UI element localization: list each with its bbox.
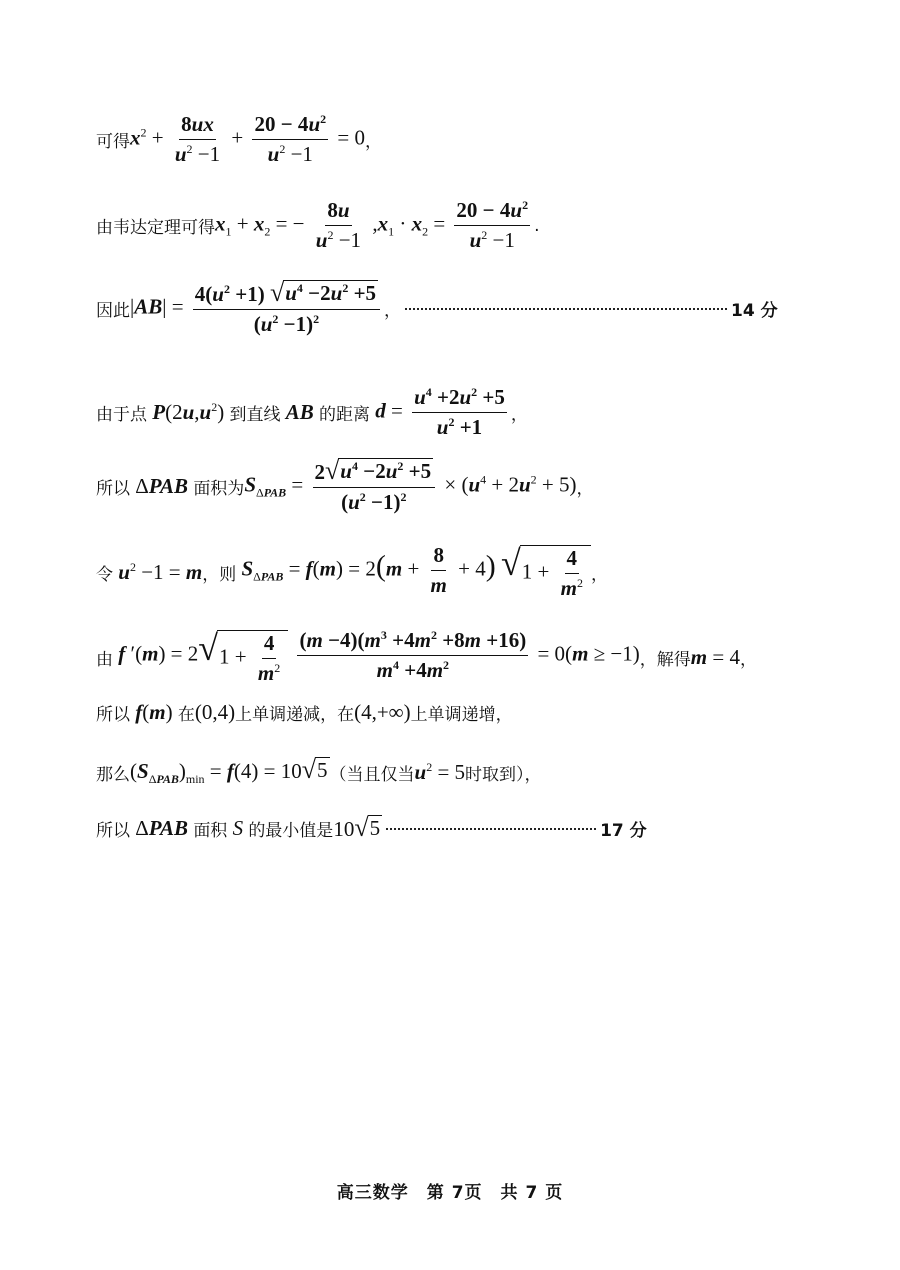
line-2 — [96, 198, 539, 253]
score-label: 14 分 — [731, 301, 778, 321]
equation: ΔPAB — [130, 816, 189, 840]
text: 上单调递增， — [410, 705, 513, 725]
text: ， — [364, 132, 382, 152]
dotted-leader — [405, 308, 727, 310]
text: 由韦达定理可得 — [96, 218, 215, 238]
dotted-leader — [386, 828, 596, 830]
text: 的距离 — [318, 405, 370, 425]
text: ， — [739, 649, 757, 670]
score-label: 17 分 — [600, 821, 647, 841]
page-footer: 高三数学 第 7页 共 7 页 — [336, 1183, 564, 1203]
text: 所以 — [96, 705, 130, 725]
line-9 — [96, 757, 542, 787]
equation: f(m) — [135, 700, 178, 724]
equation: ΔPAB — [130, 474, 189, 498]
text: ， — [576, 479, 594, 499]
line-10 — [96, 815, 647, 842]
text: 面积为 — [193, 479, 245, 499]
equation: S — [232, 816, 244, 840]
text: ，解得 — [639, 649, 691, 670]
equation: |AB| = $4(u^2 +1)$ √ $u^4 -2u^2 +5$ $(u^2 -1)^2$ — [130, 280, 384, 337]
equation: 10 √ 5 — [333, 813, 381, 842]
text: 在 — [177, 705, 195, 725]
equation: f ′(m) = 2 √ 1 + $\frac{4}{m^2}$ $\frac{(m -4)(m^3 +4m^2 +8m +16)}{m^4 +4m^2}$ = 0(m ≥ −1) — [118, 628, 640, 686]
text: 所以 — [96, 821, 130, 841]
text: ，则 — [202, 564, 237, 585]
line-5 — [96, 458, 594, 515]
text: （当且仅当 — [329, 764, 415, 785]
text: 由于点 — [96, 405, 147, 425]
text: 所以 — [96, 479, 130, 499]
line-1 — [96, 112, 382, 167]
equation: AB — [285, 400, 314, 424]
equation: $x^2$ + $\frac{8ux}{u^2 -1}$ + $\frac{20 - 4u^2}{u^2 -1}$ = 0 — [130, 112, 365, 166]
text: 令 — [96, 564, 113, 585]
text: ， — [384, 301, 402, 321]
equation: (0,4) — [194, 700, 236, 724]
text: 时取到）， — [465, 764, 542, 785]
equation: $x_1 + x_2$ = − $\frac{8u}{u^2 -1}$ $,x_1 \cdot x_2$ = $\frac{20 - 4u^2}{u^2 -1}$ — [215, 198, 529, 252]
equation: $u^2 = 5$ — [414, 759, 466, 784]
equation: (4,+∞) — [354, 700, 411, 724]
text: 面积 — [193, 821, 228, 841]
equation: $S_{\Delta PAB}$ = 2 √ $u^4 -2u^2 +5$ $(u^2 -1)^2$ × $(u^4 + 2u^2 + 5)$ — [244, 456, 577, 514]
equation: $u^2 -1 = m$ — [118, 559, 203, 584]
line-8 — [96, 700, 513, 725]
text: 上单调递减，在 — [235, 705, 355, 725]
text: 到直线 — [229, 405, 281, 425]
equation: m = 4 — [690, 644, 740, 669]
line-6 — [96, 543, 608, 601]
equation: d = $\frac{u^4 +2u^2 +5}{u^2 +1}$ — [375, 385, 505, 439]
text: . — [534, 215, 540, 236]
line-7 — [96, 628, 757, 686]
text: 因此 — [96, 301, 130, 321]
text: ， — [510, 405, 528, 425]
line-3 — [96, 280, 778, 337]
equation: $S_{\Delta PAB} = f(m) = 2(m$ + $\frac{8}{m}$ + 4) √ 1 + $\frac{4}{m^2}$ — [236, 543, 591, 601]
text: 可得 — [96, 132, 130, 152]
text: 那么 — [96, 764, 130, 785]
text: 由 — [96, 649, 113, 670]
line-4 — [96, 385, 528, 440]
text: 的最小值是 — [248, 821, 334, 841]
equation: $P(2u,u^2)$ — [152, 400, 230, 424]
equation: $(S_{\Delta PAB})_{min} = f(4) = 10$ √ 5 — [130, 755, 328, 786]
text: ， — [590, 564, 608, 585]
